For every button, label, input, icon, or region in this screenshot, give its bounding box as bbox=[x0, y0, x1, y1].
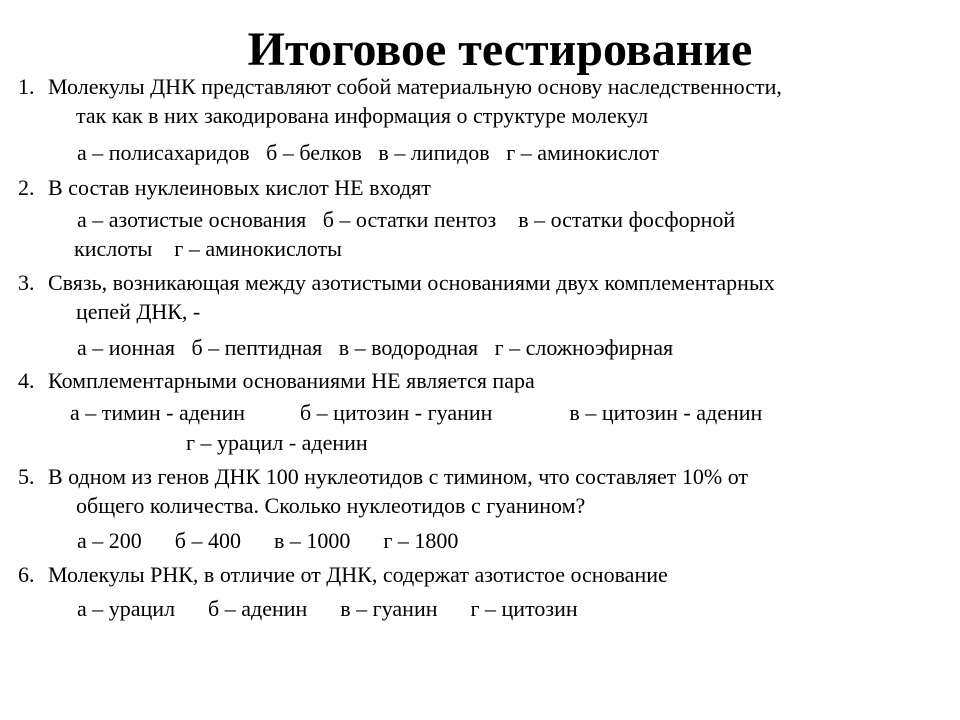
question-6-options: а – урацил б – аденин в – гуанин г – цитозин bbox=[77, 596, 578, 621]
question-text-continued: цепей ДНК, - bbox=[76, 299, 201, 324]
question-3 bbox=[18, 268, 775, 326]
question-number: 4. bbox=[18, 368, 35, 393]
question-5 bbox=[18, 462, 748, 520]
question-1 bbox=[18, 72, 782, 130]
question-text: Комплементарными основаниями НЕ является пара bbox=[48, 368, 535, 393]
question-2-options-continued: кислоты г – аминокислоты bbox=[74, 236, 342, 261]
question-4-options: а – тимин - аденин б – цитозин - гуанин в – цитозин - аденин bbox=[70, 400, 763, 425]
question-text: В одном из генов ДНК 100 нуклеотидов с тимином, что составляет 10% от bbox=[48, 464, 749, 489]
question-3-options: а – ионная б – пептидная в – водородная г – сложноэфирная bbox=[77, 335, 674, 360]
question-text: В состав нуклеиновых кислот НЕ входят bbox=[48, 175, 431, 200]
question-2-options: а – азотистые основания б – остатки пентоз в – остатки фосфорной bbox=[77, 207, 736, 232]
question-number: 3. bbox=[18, 270, 35, 295]
question-number: 2. bbox=[18, 175, 35, 200]
question-2 bbox=[18, 173, 431, 202]
question-text: Связь, возникающая между азотистыми основаниями двух комплементарных bbox=[48, 270, 775, 295]
question-number: 5. bbox=[18, 464, 35, 489]
question-text: Молекулы ДНК представляют собой материальную основу наследственности, bbox=[48, 74, 782, 99]
question-6 bbox=[18, 560, 668, 589]
question-text-continued: общего количества. Сколько нуклеотидов с гуанином? bbox=[76, 493, 586, 518]
question-number: 1. bbox=[18, 74, 35, 99]
slide-title: Итоговое тестирование bbox=[247, 23, 753, 76]
question-text: Молекулы РНК, в отличие от ДНК, содержат азотистое основание bbox=[48, 562, 668, 587]
question-4 bbox=[18, 366, 535, 395]
question-5-options: а – 200 б – 400 в – 1000 г – 1800 bbox=[77, 528, 459, 553]
question-4-options-continued: г – урацил - аденин bbox=[186, 430, 368, 455]
question-text-continued: так как в них закодирована информация о структуре молекул bbox=[76, 103, 649, 128]
question-number: 6. bbox=[18, 562, 35, 587]
question-1-options: а – полисахаридов б – белков в – липидов г – аминокислот bbox=[77, 140, 659, 165]
